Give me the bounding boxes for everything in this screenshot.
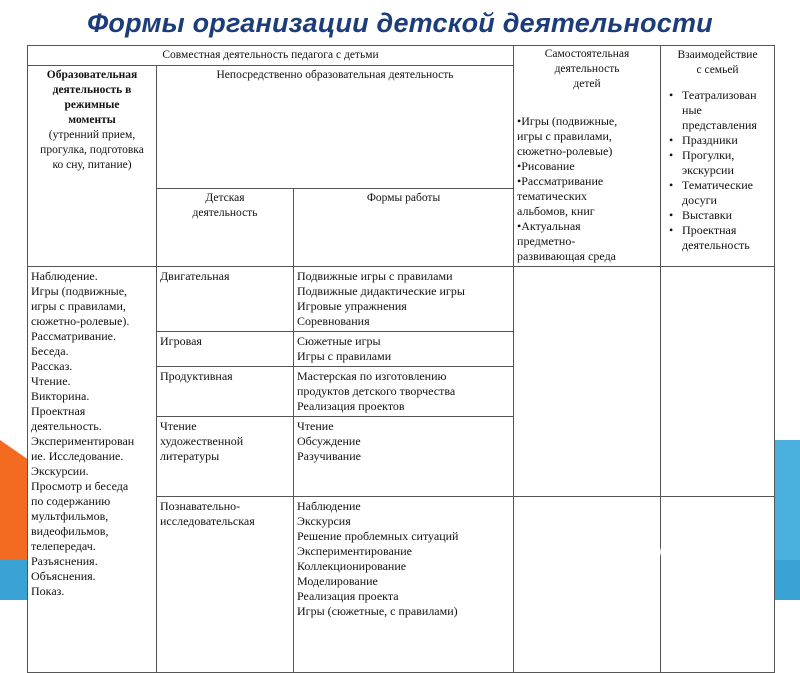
child-activity-cell [157, 417, 294, 497]
presentation-icon [608, 537, 640, 569]
header-direct-educational: Непосредственно образовательная деятельность [157, 66, 514, 189]
regime-item: Рассматривание. [31, 329, 116, 343]
child-activity-line: Игровая [160, 334, 202, 348]
header-independent-line: детей [573, 78, 601, 90]
work-form-line: Игры (сюжетные, с правилами) [297, 604, 458, 618]
header-family-interaction [661, 46, 775, 267]
family-item-line: экскурсии [682, 163, 734, 177]
child-activity-line: Продуктивная [160, 369, 233, 383]
header-regime-line: деятельность в [52, 84, 132, 96]
family-item-line: • Выставки [682, 208, 733, 222]
header-regime-line: прогулка, подготовка [40, 144, 144, 156]
family-item [682, 178, 771, 208]
regime-item: телепередач. [31, 539, 96, 553]
slide-title: Формы организации детской деятельности [87, 8, 713, 38]
family-item [682, 133, 771, 148]
regime-item: Просмотр и беседа [31, 479, 129, 493]
work-form-line: Мастерская по изготовлению [297, 369, 447, 383]
header-independent-line: деятельность [554, 63, 620, 75]
independent-item: игры с правилами, [517, 129, 612, 143]
regime-item: Проектная [31, 404, 86, 418]
regime-item: деятельность. [31, 419, 102, 433]
family-item [682, 208, 771, 223]
regime-items-cell [28, 267, 157, 673]
family-item-line: • Театрализован [682, 88, 757, 102]
work-form-line: Разучивание [297, 449, 361, 463]
regime-item: Игры (подвижные, [31, 284, 128, 298]
independent-spacer-cell [514, 267, 661, 497]
family-item-line: представления [682, 118, 757, 132]
work-forms-cell [294, 497, 514, 673]
regime-item: Наблюдение. [31, 269, 98, 283]
independent-item: •Актуальная [517, 219, 581, 233]
work-forms-cell [294, 417, 514, 497]
header-regime-moments [28, 66, 157, 267]
independent-item: •Рассматривание [517, 174, 604, 188]
header-work-forms: Формы работы [294, 189, 514, 267]
child-activity-line: Двигательная [160, 269, 230, 283]
child-activity-line: Чтение [160, 419, 197, 433]
regime-item: Чтение. [31, 374, 71, 388]
regime-item: игры с правилами, [31, 299, 126, 313]
header-child-activity-line: Детская [205, 192, 245, 204]
family-spacer-cell [661, 267, 775, 497]
regime-item: видеофильмов, [31, 524, 109, 538]
header-child-activity-line: деятельность [192, 207, 258, 219]
work-form-line: Решение проблемных ситуаций [297, 529, 459, 543]
header-regime-line: Образовательная [46, 69, 138, 81]
header-joint-activity: Совместная деятельность педагога с детьми [28, 46, 514, 66]
regime-item: ие. Исследование. [31, 449, 124, 463]
work-forms-cell [294, 332, 514, 367]
independent-item: предметно- [517, 234, 576, 248]
regime-item: Экспериментирован [31, 434, 135, 448]
child-activity-line: литературы [160, 449, 220, 463]
header-child-activity [157, 189, 294, 267]
work-forms-cell [294, 367, 514, 417]
header-regime-line: режимные [64, 99, 120, 111]
family-item-line: ные [682, 103, 702, 117]
work-form-line: Коллекционирование [297, 559, 407, 573]
work-form-line: Игровые упражнения [297, 299, 407, 313]
child-activity-cell [157, 267, 294, 332]
independent-item: развивающая среда [517, 249, 616, 263]
regime-item: Рассказ. [31, 359, 73, 373]
work-form-line: продуктов детского творчества [297, 384, 456, 398]
family-item [682, 88, 771, 133]
work-form-line: Наблюдение [297, 499, 361, 513]
regime-item: Беседа. [31, 344, 69, 358]
independent-item: •Игры (подвижные, [517, 114, 618, 128]
family-item [682, 223, 771, 253]
work-form-line: Экспериментирование [297, 544, 412, 558]
child-activity-cell [157, 332, 294, 367]
family-item-line: деятельность [682, 238, 750, 252]
independent-activity-list [517, 114, 657, 264]
regime-item: Экскурсии. [31, 464, 89, 478]
child-activity-line: исследовательская [160, 514, 255, 528]
activity-forms-table [27, 45, 775, 673]
family-item-line: • Тематические [682, 178, 753, 192]
work-form-line: Реализация проекта [297, 589, 399, 603]
family-item-line: досуги [682, 193, 717, 207]
independent-empty-cell [514, 497, 661, 673]
family-interaction-list [664, 88, 771, 253]
header-independent-line: Самостоятельная [544, 48, 630, 60]
work-forms-cell [294, 267, 514, 332]
child-activity-cell [157, 497, 294, 673]
work-form-line: Реализация проектов [297, 399, 405, 413]
work-form-line: Чтение [297, 419, 334, 433]
work-form-line: Моделирование [297, 574, 378, 588]
work-form-line: Обсуждение [297, 434, 361, 448]
header-regime-line: ко сну, питание) [52, 159, 132, 171]
regime-item: Разъяснения. [31, 554, 98, 568]
independent-item: тематических [517, 189, 588, 203]
work-form-line: Подвижные игры с правилами [297, 269, 453, 283]
family-item-line: • Праздники [682, 133, 738, 147]
family-item-line: • Проектная [682, 223, 737, 237]
regime-item: по содержанию [31, 494, 111, 508]
header-regime-line: моменты [68, 114, 116, 126]
regime-item: мультфильмов, [31, 509, 109, 523]
header-regime-line: (утренний прием, [48, 129, 136, 141]
work-form-line: Сюжетные игры [297, 334, 381, 348]
regime-item: Объяснения. [31, 569, 96, 583]
header-family-line: Взаимодействие [677, 49, 758, 61]
child-activity-line: художественной [160, 434, 244, 448]
header-independent-activity [514, 46, 661, 267]
independent-item: альбомов, книг [517, 204, 595, 218]
independent-item: сюжетно-ролевые) [517, 144, 613, 158]
work-form-line: Экскурсия [297, 514, 351, 528]
work-form-line: Соревнования [297, 314, 370, 328]
work-form-line: Игры с правилами [297, 349, 392, 363]
family-item [682, 148, 771, 178]
family-empty-cell [661, 497, 775, 673]
independent-item: •Рисование [517, 159, 575, 173]
watermark [608, 533, 765, 573]
family-item-line: • Прогулки, [682, 148, 735, 162]
work-form-line: Подвижные дидактические игры [297, 284, 465, 298]
header-family-line: с семьей [696, 64, 739, 76]
regime-item: Показ. [31, 584, 65, 598]
watermark-text: MyShared [646, 537, 765, 568]
child-activity-cell [157, 367, 294, 417]
child-activity-line: Познавательно- [160, 499, 241, 513]
regime-item: Викторина. [31, 389, 90, 403]
regime-item: сюжетно-ролевые). [31, 314, 130, 328]
